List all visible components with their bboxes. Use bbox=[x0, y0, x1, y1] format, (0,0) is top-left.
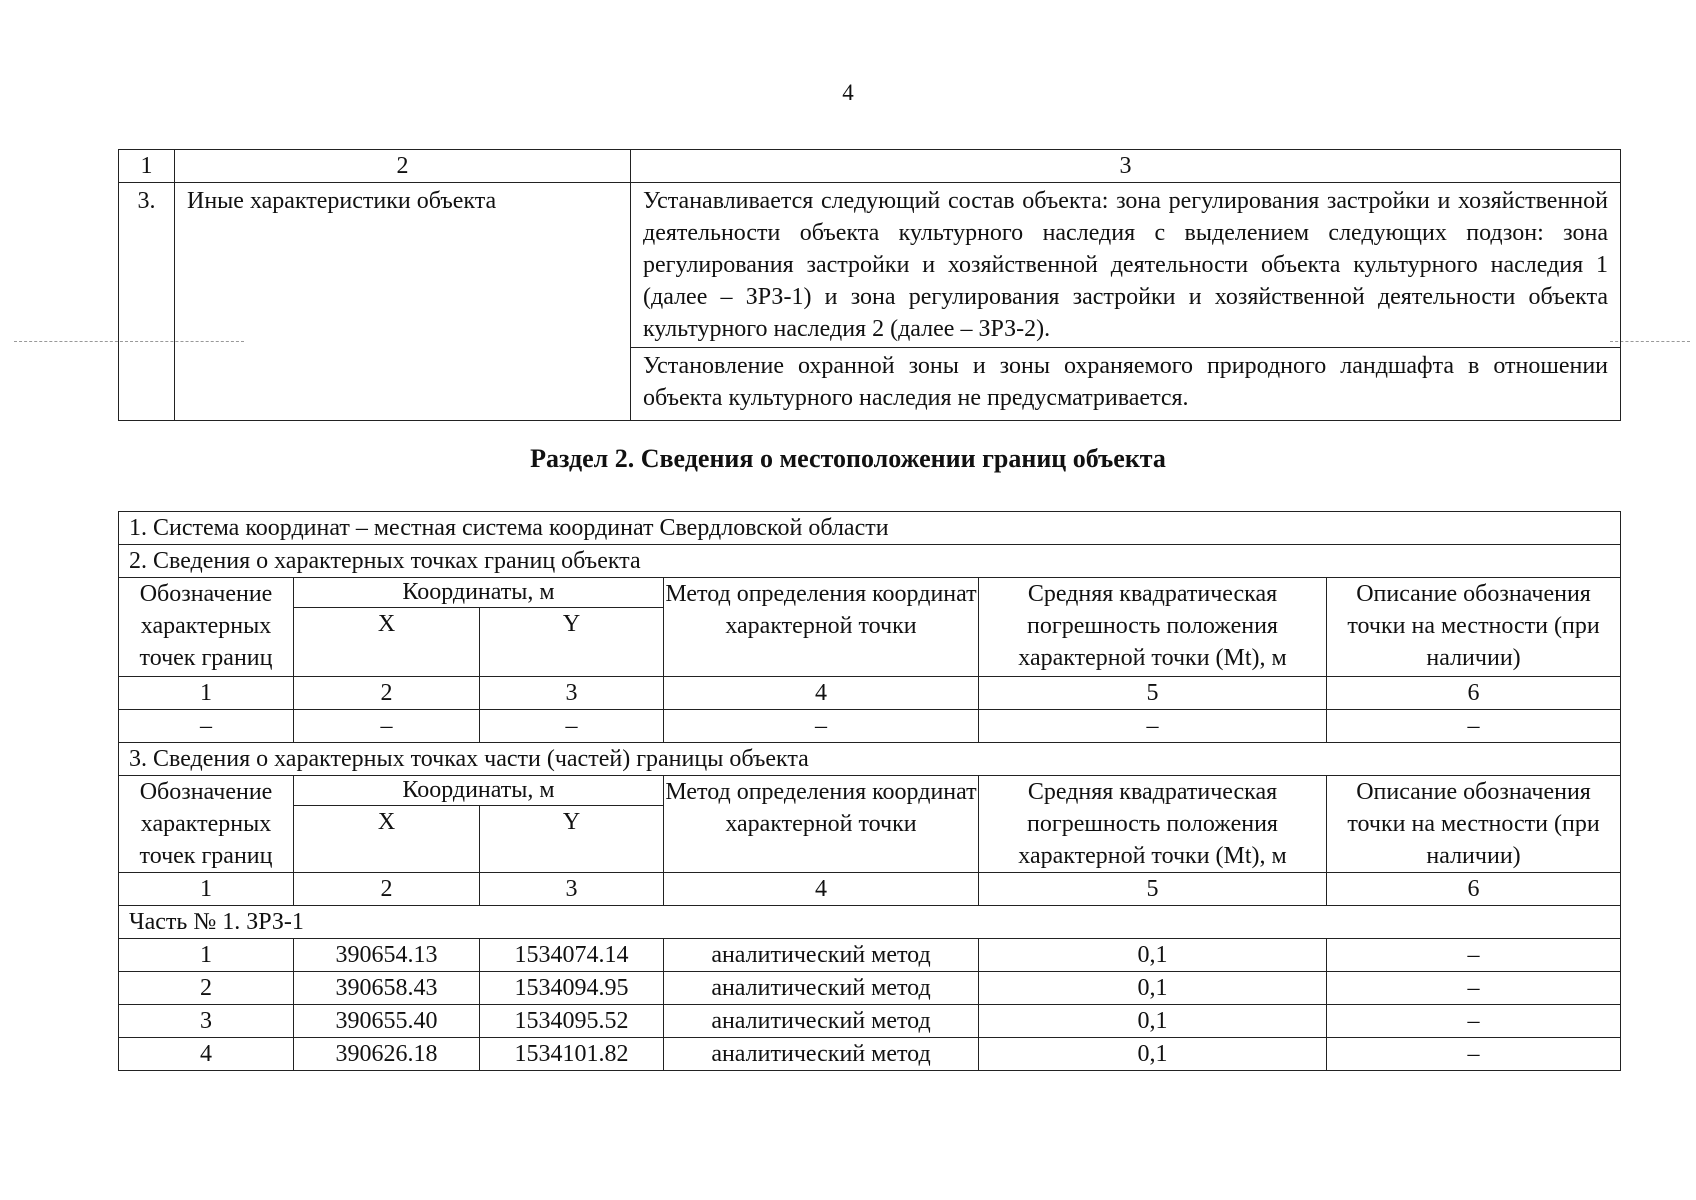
column-number-row bbox=[119, 873, 1621, 906]
point-description: – bbox=[1327, 1038, 1621, 1071]
point-mt: 0,1 bbox=[979, 1005, 1327, 1038]
table-header-row bbox=[119, 150, 1621, 183]
point-method: аналитический метод bbox=[664, 1005, 979, 1038]
part-label: Часть № 1. ЗРЗ-1 bbox=[119, 906, 1621, 939]
col-y: Y bbox=[480, 608, 664, 677]
parts-title-row bbox=[119, 743, 1621, 776]
coord-system-row bbox=[119, 512, 1621, 545]
col-number: 4 bbox=[664, 677, 979, 710]
point-description: – bbox=[1327, 1005, 1621, 1038]
column-header-row bbox=[119, 776, 1621, 806]
empty-cell: – bbox=[294, 710, 480, 743]
characteristics-table bbox=[118, 149, 1621, 421]
point-mt: 0,1 bbox=[979, 972, 1327, 1005]
col-number: 2 bbox=[294, 873, 480, 906]
point-method: аналитический метод bbox=[664, 972, 979, 1005]
table-row bbox=[119, 972, 1621, 1005]
col-number: 3 bbox=[480, 677, 664, 710]
point-y: 1534095.52 bbox=[480, 1005, 664, 1038]
point-description: – bbox=[1327, 939, 1621, 972]
col-number: 4 bbox=[664, 873, 979, 906]
point-y: 1534094.95 bbox=[480, 972, 664, 1005]
header-col-2: 2 bbox=[175, 150, 631, 183]
col-method: Метод определения координат характерной точки bbox=[664, 578, 979, 677]
coord-system: 1. Система координат – местная система координат Свердловской области bbox=[119, 512, 1621, 545]
header-col-3: 3 bbox=[631, 150, 1621, 183]
points-title-row bbox=[119, 545, 1621, 578]
row-name: Иные характеристики объекта bbox=[175, 183, 631, 421]
empty-cell: – bbox=[119, 710, 294, 743]
point-x: 390655.40 bbox=[294, 1005, 480, 1038]
col-number: 1 bbox=[119, 873, 294, 906]
table-row bbox=[119, 939, 1621, 972]
col-x: X bbox=[294, 806, 480, 873]
col-x: X bbox=[294, 608, 480, 677]
point-y: 1534074.14 bbox=[480, 939, 664, 972]
col-method: Метод определения координат характерной точки bbox=[664, 776, 979, 873]
col-number: 3 bbox=[480, 873, 664, 906]
part-label-row bbox=[119, 906, 1621, 939]
point-description: – bbox=[1327, 972, 1621, 1005]
point-mt: 0,1 bbox=[979, 939, 1327, 972]
point-number: 1 bbox=[119, 939, 294, 972]
col-coords: Координаты, м bbox=[294, 578, 664, 608]
table-row bbox=[119, 1005, 1621, 1038]
point-x: 390654.13 bbox=[294, 939, 480, 972]
empty-cell: – bbox=[664, 710, 979, 743]
col-error: Средняя квадратическая погрешность положения характерной точки (Mt), м bbox=[979, 776, 1327, 873]
empty-cell: – bbox=[480, 710, 664, 743]
point-y: 1534101.82 bbox=[480, 1038, 664, 1071]
points-title: 2. Сведения о характерных точках границ объекта bbox=[119, 545, 1621, 578]
col-y: Y bbox=[480, 806, 664, 873]
col-number: 5 bbox=[979, 677, 1327, 710]
point-x: 390658.43 bbox=[294, 972, 480, 1005]
col-number: 2 bbox=[294, 677, 480, 710]
empty-cell: – bbox=[979, 710, 1327, 743]
col-designation: Обозначение характерных точек границ bbox=[119, 578, 294, 677]
col-error: Средняя квадратическая погрешность положения характерной точки (Mt), м bbox=[979, 578, 1327, 677]
empty-row bbox=[119, 710, 1621, 743]
col-description: Описание обозначения точки на местности (при наличии) bbox=[1327, 776, 1621, 873]
header-col-1: 1 bbox=[119, 150, 175, 183]
col-designation: Обозначение характерных точек границ bbox=[119, 776, 294, 873]
composition-text: Устанавливается следующий состав объекта: зона регулирования застройки и хозяйственной деятельности объекта культурного наследия с выделением следующих подзон: зона регулирования застройки и хозяйственной деятельности объекта культурного наследия 1 (далее – ЗРЗ-1) и зона регулирования застройки и хозяйственной деятельности объекта культурного наследия 2 (далее – ЗРЗ-2). bbox=[631, 183, 1621, 348]
protection-zone-text: Установление охранной зоны и зоны охраняемого природного ландшафта в отношении объекта культурного наследия не предусматривается. bbox=[631, 348, 1621, 421]
point-number: 3 bbox=[119, 1005, 294, 1038]
column-header-row bbox=[119, 578, 1621, 608]
table-row bbox=[119, 183, 1621, 348]
point-number: 2 bbox=[119, 972, 294, 1005]
point-mt: 0,1 bbox=[979, 1038, 1327, 1071]
col-number: 6 bbox=[1327, 873, 1621, 906]
column-number-row bbox=[119, 677, 1621, 710]
col-description: Описание обозначения точки на местности (при наличии) bbox=[1327, 578, 1621, 677]
point-method: аналитический метод bbox=[664, 939, 979, 972]
page-number: 4 bbox=[842, 80, 854, 105]
col-number: 6 bbox=[1327, 677, 1621, 710]
col-coords: Координаты, м bbox=[294, 776, 664, 806]
table-row bbox=[119, 1038, 1621, 1071]
parts-title: 3. Сведения о характерных точках части (частей) границы объекта bbox=[119, 743, 1621, 776]
empty-cell: – bbox=[1327, 710, 1621, 743]
point-number: 4 bbox=[119, 1038, 294, 1071]
fold-mark-right bbox=[1610, 341, 1690, 342]
point-x: 390626.18 bbox=[294, 1038, 480, 1071]
section-title: Раздел 2. Сведения о местоположении границ объекта bbox=[530, 444, 1166, 473]
col-number: 5 bbox=[979, 873, 1327, 906]
col-number: 1 bbox=[119, 677, 294, 710]
boundary-table bbox=[118, 511, 1621, 1071]
point-method: аналитический метод bbox=[664, 1038, 979, 1071]
row-number: 3. bbox=[119, 183, 175, 421]
